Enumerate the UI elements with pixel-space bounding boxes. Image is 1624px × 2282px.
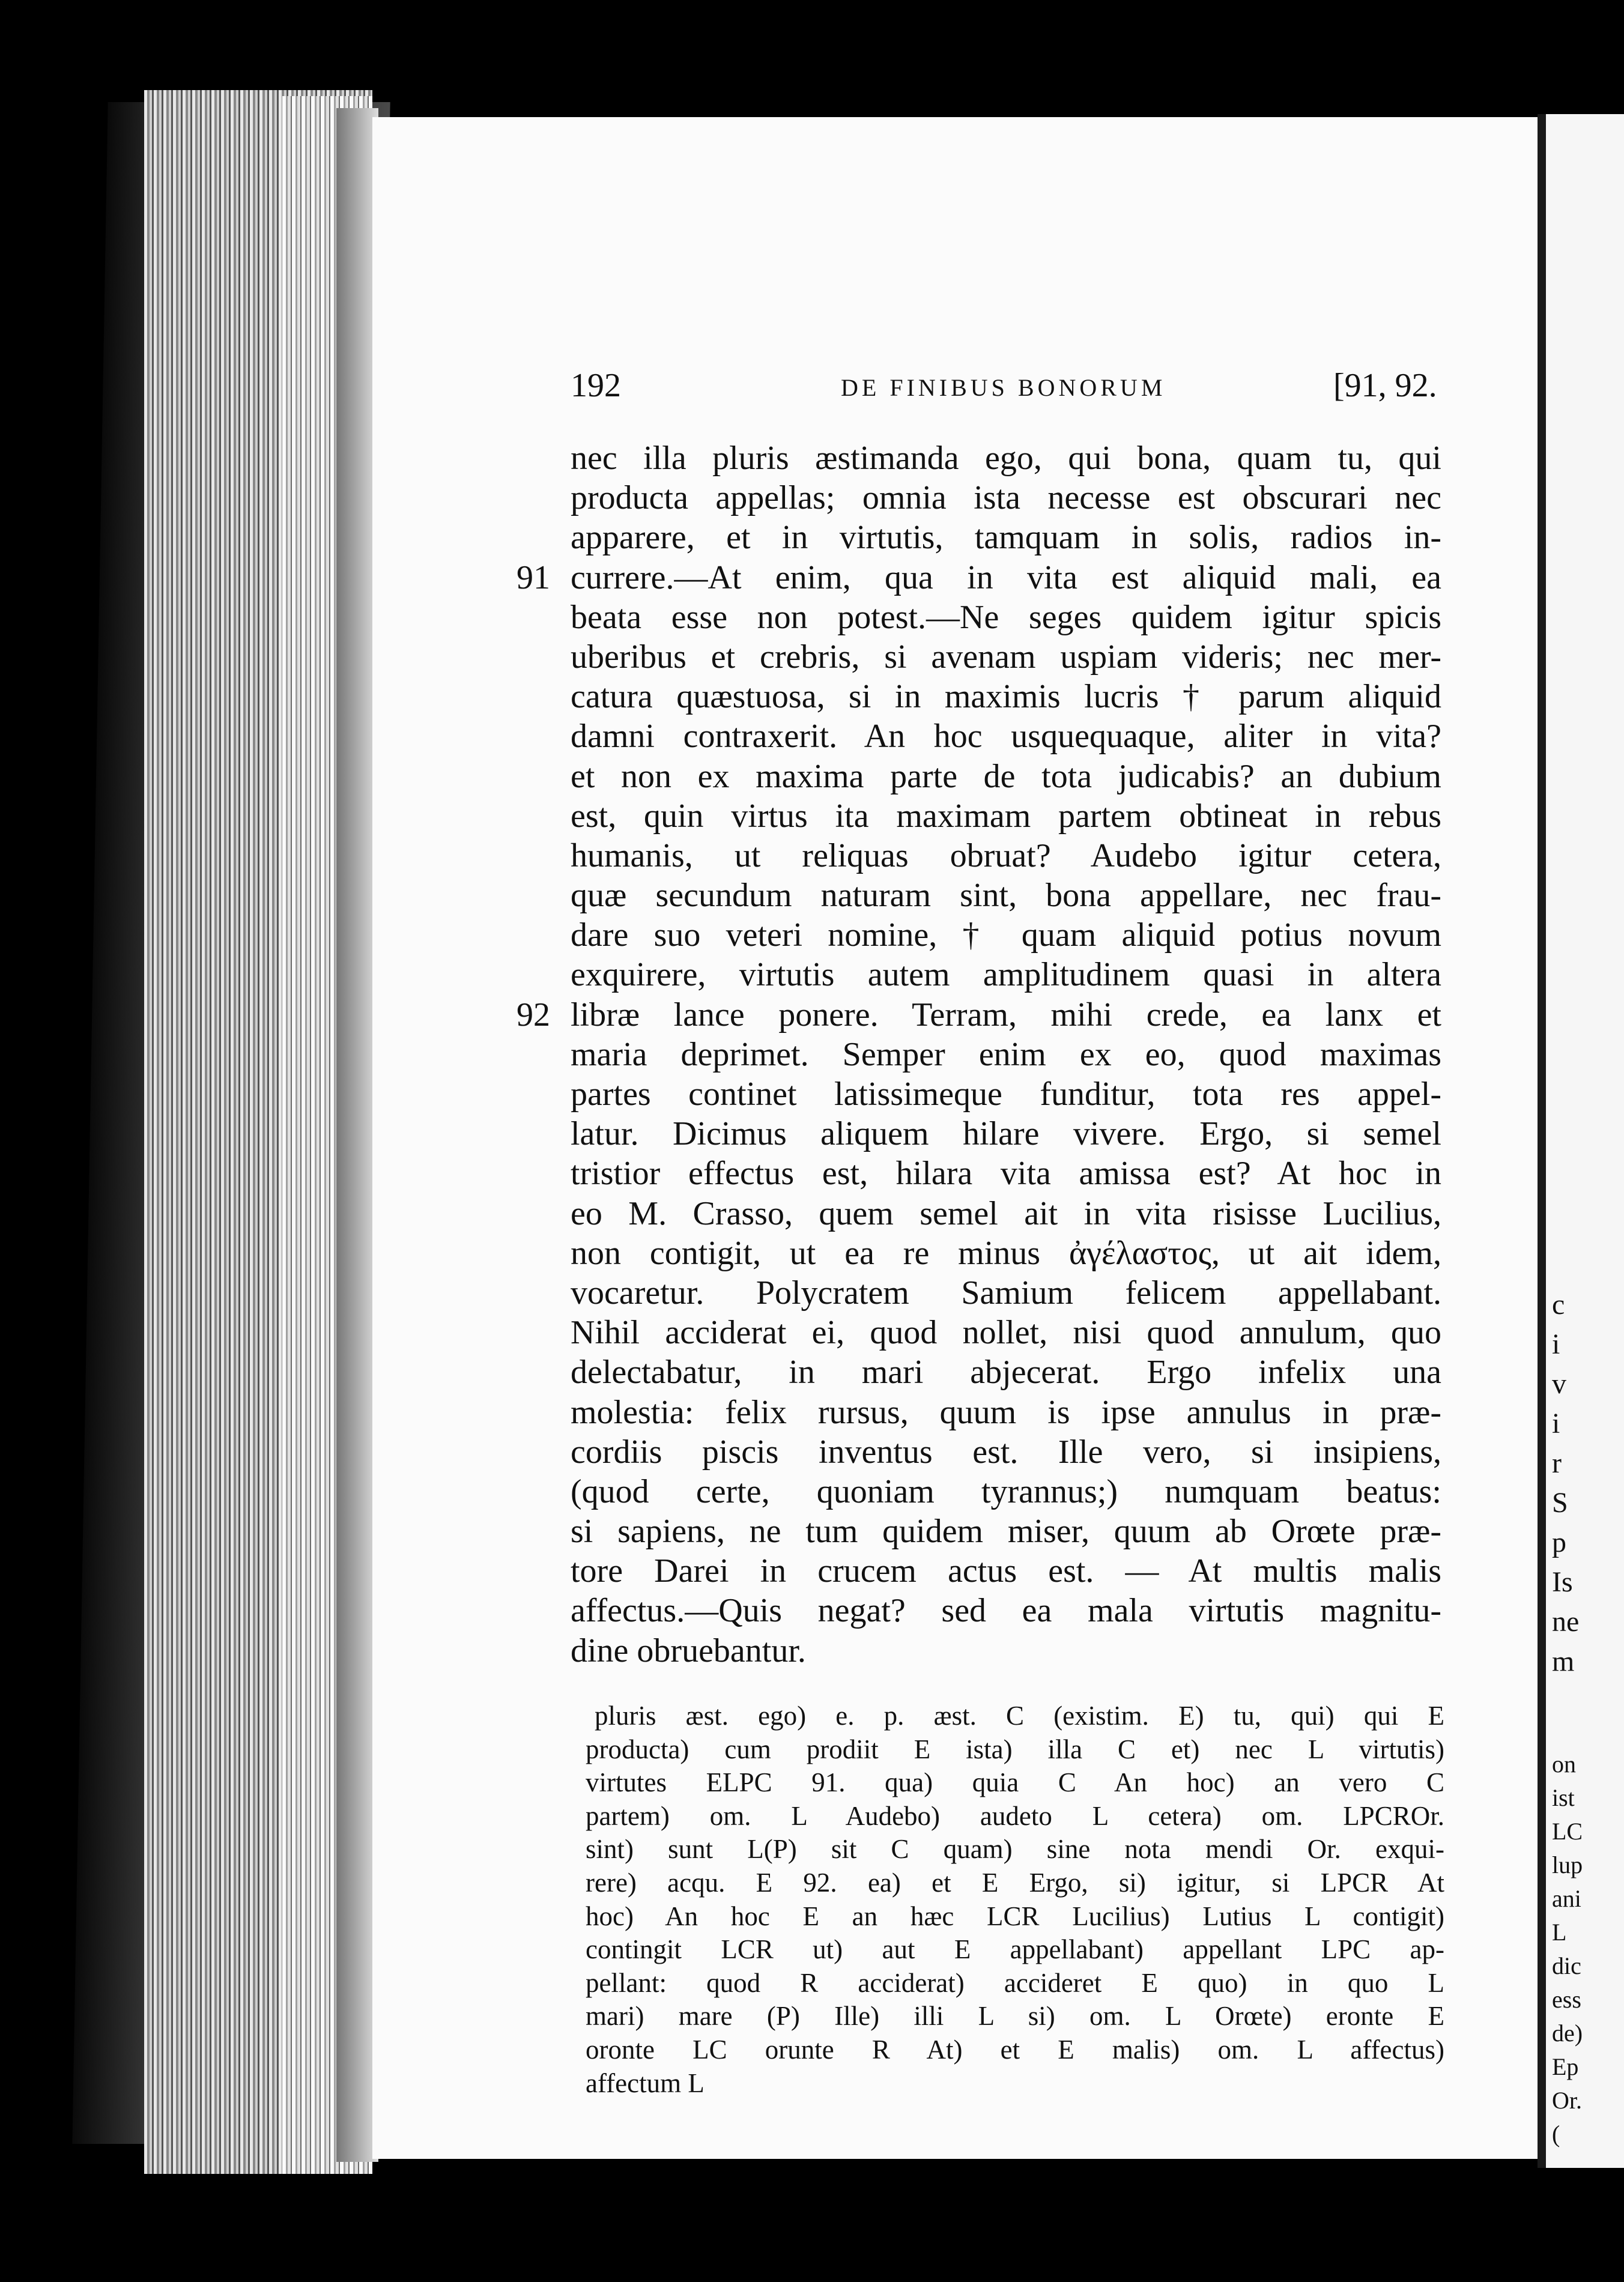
- critical-apparatus: [586, 1699, 1444, 2100]
- main-text: [571, 438, 1441, 1671]
- facing-fragment: i: [1552, 1328, 1560, 1360]
- text-line: dare suo veteri nomine, † quam aliquid potius novum: [571, 916, 1441, 954]
- text-line: exquirere, virtutis autem amplitudinem quasi in altera: [571, 956, 1441, 994]
- text-line: catura quæstuosa, si in maximis lucris † parum aliquid: [571, 678, 1441, 716]
- text-line: producta appellas; omnia ista necesse est obscurari nec: [571, 479, 1441, 517]
- facing-note-fragment: de): [1552, 2020, 1583, 2047]
- text-line: dine obruebantur.: [571, 1632, 806, 1669]
- note-line: pellant: quod R acciderat) accideret E quo) in quo L: [586, 1967, 1444, 1998]
- facing-note-fragment: Ep: [1552, 2053, 1579, 2080]
- note-line: hoc) An hoc E an hæc LCR Lucilius) Lutius L contigit): [586, 1901, 1444, 1931]
- facing-fragment: p: [1552, 1527, 1566, 1558]
- facing-fragment: m: [1552, 1645, 1575, 1677]
- facing-fragment: ne: [1552, 1606, 1580, 1638]
- text-line: tristior effectus est, hilara vita amissa est? At hoc in: [571, 1155, 1441, 1193]
- text-line: maria deprimet. Semper enim ex eo, quod maximas: [571, 1035, 1441, 1073]
- facing-note-fragment: ess: [1552, 1986, 1581, 2013]
- facing-note-fragment: ist: [1552, 1784, 1575, 1811]
- text-line: libræ lance ponere. Terram, mihi crede, ea lanx et: [571, 996, 1441, 1034]
- text-line: et non ex maxima parte de tota judicabis? an dubium: [571, 757, 1441, 795]
- facing-fragment: r: [1552, 1447, 1562, 1479]
- note-line: contingit LCR ut) aut E appellabant) appellant LPC ap-: [586, 1934, 1444, 1965]
- margin-section-number: 91: [517, 559, 550, 596]
- note-line: sint) sunt L(P) sit C quam) sine nota mendi Or. exqui-: [586, 1834, 1444, 1865]
- text-line: est, quin virtus ita maximam partem obtineat in rebus: [571, 797, 1441, 835]
- facing-fragment: Is: [1552, 1566, 1573, 1598]
- note-line: pluris æst. ego) e. p. æst. C (existim. E) tu, qui) qui E: [595, 1701, 1444, 1731]
- text-line: affectus.—Quis negat? sed ea mala virtutis magnitu-: [571, 1592, 1441, 1630]
- facing-page-text: [1552, 1285, 1579, 1681]
- text-line: currere.—At enim, qua in vita est aliquid mali, ea: [571, 558, 1441, 596]
- facing-fragment: v: [1552, 1368, 1566, 1400]
- text-line: nec illa pluris æstimanda ego, qui bona, quam tu, qui: [571, 440, 1441, 477]
- facing-note-fragment: Or.: [1552, 2087, 1582, 2114]
- text-line: molestia: felix rursus, quum is ipse annulus in præ-: [571, 1393, 1441, 1431]
- facing-fragment: c: [1552, 1289, 1565, 1321]
- facing-page: [1538, 114, 1624, 2168]
- text-line: beata esse non potest.—Ne seges quidem igitur spicis: [571, 598, 1441, 636]
- note-line: oronte LC orunte R At) et E malis) om. L affectus): [586, 2034, 1444, 2065]
- facing-note-fragment: ani: [1552, 1885, 1581, 1912]
- page-number: 192: [571, 367, 621, 404]
- book-page: [372, 117, 1568, 2159]
- text-line: si sapiens, ne tum quidem miser, quum ab Orœte præ-: [571, 1513, 1441, 1551]
- facing-note-fragment: (: [1552, 2120, 1560, 2147]
- text-line: vocaretur. Polycratem Samium felicem appellabant.: [571, 1274, 1441, 1312]
- note-line: affectum L: [586, 2068, 704, 2098]
- page-header: [372, 366, 1568, 408]
- note-line: rere) acqu. E 92. ea) et E Ergo, si) igitur, si LPCR At: [586, 1867, 1444, 1898]
- margin-section-number: 92: [517, 996, 550, 1034]
- text-line: Nihil acciderat ei, quod nollet, nisi quod annulum, quo: [571, 1314, 1441, 1352]
- text-line: eo M. Crasso, quem semel ait in vita risisse Lucilius,: [571, 1194, 1441, 1232]
- text-line: non contigit, ut ea re minus ἀγέλαστος, ut ait idem,: [571, 1234, 1441, 1272]
- note-line: virtutes ELPC 91. qua) quia C An hoc) an vero C: [586, 1767, 1444, 1798]
- facing-fragment: i: [1552, 1408, 1560, 1439]
- text-line: tore Darei in crucem actus est. — At multis malis: [571, 1552, 1441, 1590]
- text-line: uberibus et crebris, si avenam uspiam videris; nec mer-: [571, 638, 1441, 676]
- text-line: partes continet latissimeque funditur, tota res appel-: [571, 1076, 1441, 1113]
- text-line: (quod certe, quoniam tyrannus;) numquam beatus:: [571, 1472, 1441, 1510]
- text-line: humanis, ut reliquas obruat? Audebo igitur cetera,: [571, 837, 1441, 874]
- facing-fragment: S: [1552, 1487, 1568, 1519]
- facing-note-fragment: dic: [1552, 1952, 1581, 1979]
- facing-note-fragment: on: [1552, 1751, 1576, 1778]
- running-title: DE FINIBUS BONORUM: [841, 374, 1166, 401]
- text-line: damni contraxerit. An hoc usquequaque, aliter in vita?: [571, 718, 1441, 755]
- facing-note-fragment: LC: [1552, 1818, 1583, 1845]
- text-line: delectabatur, in mari abjecerat. Ergo infelix una: [571, 1354, 1441, 1391]
- note-line: mari) mare (P) Ille) illi L si) om. L Orœte) eronte E: [586, 2001, 1444, 2032]
- facing-page-notes: [1552, 1748, 1583, 2151]
- text-line: latur. Dicimus aliquem hilare vivere. Ergo, si semel: [571, 1115, 1441, 1153]
- note-line: producta) cum prodiit E ista) illa C et) nec L virtutis): [586, 1734, 1444, 1764]
- text-line: quæ secundum naturam sint, bona appellare, nec frau-: [571, 877, 1441, 915]
- text-line: cordiis piscis inventus est. Ille vero, si insipiens,: [571, 1433, 1441, 1471]
- facing-note-fragment: lup: [1552, 1851, 1583, 1878]
- text-line: apparere, et in virtutis, tamquam in solis, radios in-: [571, 519, 1441, 557]
- facing-note-fragment: L: [1552, 1919, 1567, 1946]
- note-line: partem) om. L Audebo) audeto L cetera) om. LPCROr.: [586, 1800, 1444, 1831]
- section-range: [91, 92.: [1333, 367, 1437, 404]
